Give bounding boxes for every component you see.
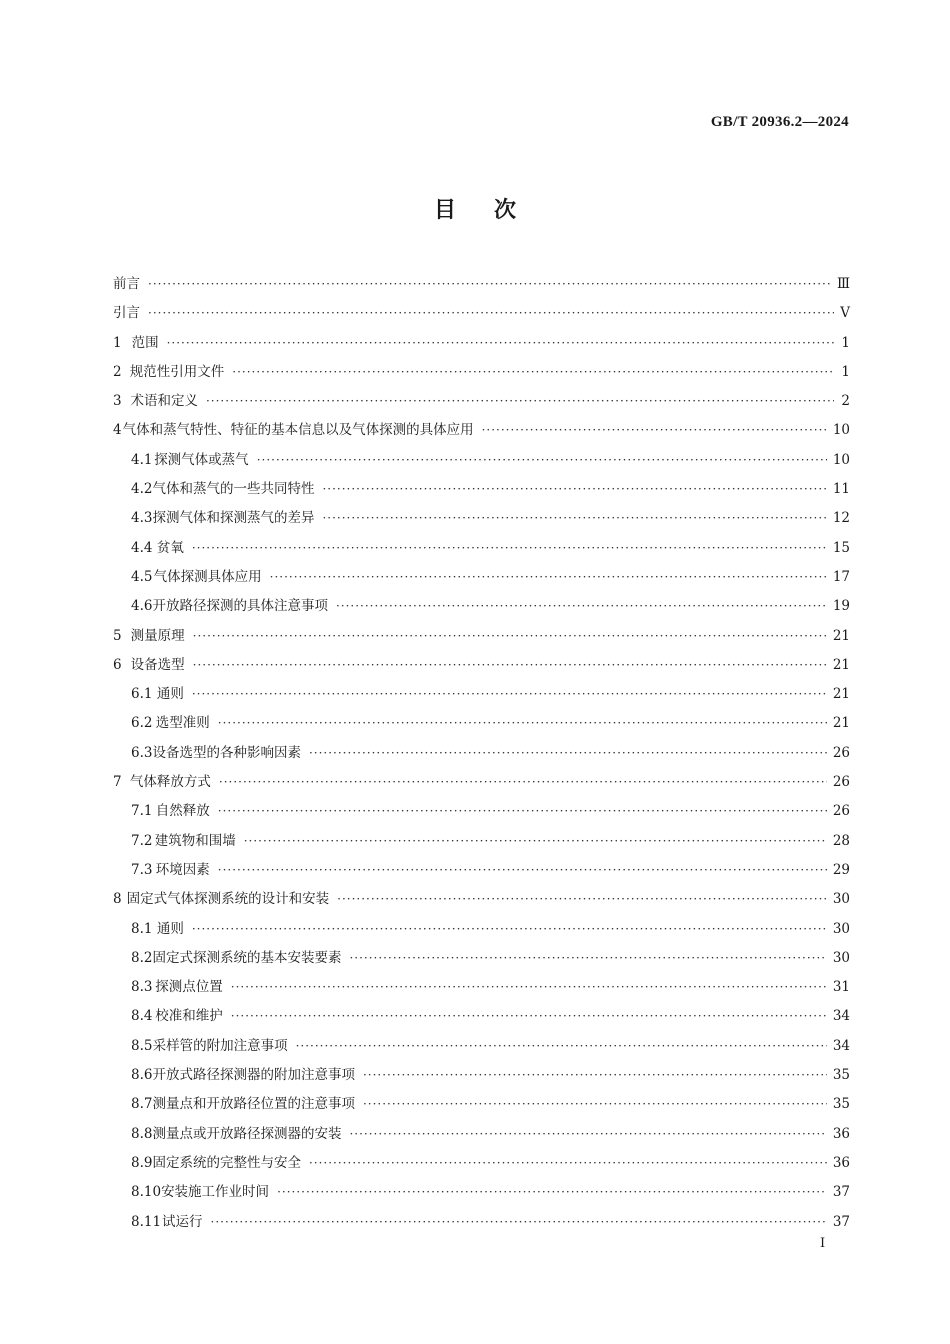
toc-entry-page: 26 (832, 803, 850, 820)
toc-leader-dots (482, 416, 827, 445)
toc-leader-dots (349, 944, 826, 973)
toc-entry-number: 8.10 (131, 1184, 162, 1201)
toc-entry-page: 19 (832, 598, 850, 615)
toc-entry[interactable] (113, 592, 850, 621)
toc-entry-number: 8.9 (131, 1154, 153, 1171)
toc-entry-page: 2 (841, 393, 850, 410)
toc-entry[interactable] (113, 1208, 850, 1237)
toc-entry-page: Ⅲ (836, 276, 850, 292)
toc-entry-page: 37 (832, 1184, 850, 1201)
toc-entry-page: 12 (832, 510, 850, 527)
toc-leader-dots (270, 563, 827, 592)
toc-entry-page: 28 (832, 832, 850, 849)
toc-entry-page: Ⅴ (840, 305, 850, 322)
toc-entry-number: 8.7 (131, 1096, 153, 1113)
toc-entry-number: 8.2 (131, 949, 153, 966)
toc-entry-label: 环境因素 (155, 861, 210, 878)
toc-entry-page: 35 (832, 1067, 850, 1084)
toc-entry-label: 贫氧 (156, 539, 184, 556)
toc-entry[interactable] (113, 1002, 850, 1031)
toc-leader-dots (257, 446, 827, 475)
toc-entry-label: 固定系统的完整性与安全 (152, 1154, 301, 1171)
toc-leader-dots (206, 387, 834, 416)
toc-entry-label: 探测气体或蒸气 (154, 451, 249, 468)
toc-leader-dots (192, 915, 827, 944)
toc-entry-number: 4.4 (131, 539, 153, 556)
toc-entry-label: 测量原理 (130, 627, 185, 644)
toc-entry-number: 5 (113, 627, 122, 644)
toc-entry-label: 范围 (131, 334, 159, 351)
toc-entry-number: 8 (113, 891, 122, 908)
toc-entry-number: 2 (113, 363, 122, 380)
toc-entry[interactable] (113, 739, 850, 768)
toc-entry-page: 10 (832, 451, 850, 468)
toc-entry-label: 选型准则 (155, 715, 210, 732)
toc-entry-page: 34 (832, 1037, 850, 1054)
toc-entry-page: 34 (832, 1008, 850, 1025)
toc-entry-label: 试运行 (162, 1213, 203, 1230)
toc-entry-number: 3 (113, 393, 122, 410)
toc-leader-dots (231, 973, 827, 1002)
page-title: 目次 (433, 198, 554, 223)
toc-entry-label: 前言 (113, 276, 140, 292)
toc-entry-label: 测量点或开放路径探测器的安装 (152, 1125, 342, 1142)
toc-entry-label: 测量点和开放路径位置的注意事项 (152, 1096, 355, 1113)
toc-entry-label: 安装施工作业时间 (161, 1184, 270, 1201)
toc-leader-dots (193, 651, 827, 680)
toc-leader-dots (363, 1061, 827, 1090)
toc-entry-label: 探测气体和探测蒸气的差异 (152, 510, 315, 527)
toc-entry-label: 开放路径探测的具体注意事项 (152, 598, 328, 615)
toc-entry-label: 开放式路径探测器的附加注意事项 (152, 1067, 355, 1084)
toc-entry-label: 气体和蒸气的一些共同特性 (152, 481, 315, 498)
toc-entry-number: 8.5 (131, 1037, 153, 1054)
toc-entry-number: 1 (113, 334, 122, 351)
toc-entry-number: 4.3 (131, 510, 153, 527)
toc-entry-label: 引言 (113, 305, 140, 322)
toc-leader-dots (218, 709, 827, 738)
toc-leader-dots (193, 622, 827, 651)
toc-leader-dots (309, 739, 827, 768)
toc-entry-label: 气体释放方式 (129, 774, 211, 791)
toc-entry-number: 7 (113, 774, 122, 791)
toc-entry-label: 设备选型 (130, 656, 185, 673)
toc-entry-number: 7.2 (131, 832, 153, 849)
toc-entry[interactable] (113, 768, 850, 797)
toc-entry-page: 31 (832, 979, 850, 996)
toc-entry-page: 21 (832, 715, 850, 732)
toc-leader-dots (192, 534, 827, 563)
toc-entry-number: 4 (113, 422, 122, 439)
toc-leader-dots (232, 358, 834, 387)
toc-leader-dots (349, 1120, 826, 1149)
toc-leader-dots (219, 768, 827, 797)
toc-entry-label: 设备选型的各种影响因素 (152, 744, 301, 761)
toc-entry-number: 6.1 (131, 686, 153, 703)
toc-leader-dots (322, 475, 826, 504)
toc-entry-number: 8.6 (131, 1067, 153, 1084)
toc-entry-label: 术语和定义 (130, 393, 198, 410)
toc-entry-number: 8.11 (131, 1213, 162, 1230)
toc-entry-label: 采样管的附加注意事项 (152, 1037, 288, 1054)
toc-leader-dots (296, 1032, 827, 1061)
toc-entry-page: 30 (832, 949, 850, 966)
toc-entry-page: 21 (832, 686, 850, 703)
toc-entry[interactable] (113, 534, 850, 563)
toc-leader-dots (277, 1178, 827, 1207)
toc-entry[interactable] (113, 709, 850, 738)
toc-entry[interactable] (113, 856, 850, 885)
toc-entry-number: 8.1 (131, 920, 153, 937)
toc-entry[interactable] (113, 1149, 850, 1178)
toc-entry-label: 固定式气体探测系统的设计和安装 (126, 891, 330, 908)
toc-leader-dots (336, 592, 827, 621)
toc-leader-dots (211, 1208, 827, 1237)
toc-entry[interactable] (113, 446, 850, 475)
toc-entry-number: 4.5 (131, 568, 153, 585)
toc-entry-number: 4.1 (131, 451, 153, 468)
toc-entry-page: 11 (832, 481, 850, 498)
toc-entry-label: 通则 (156, 686, 184, 703)
toc-entry-label: 建筑物和围墙 (154, 832, 236, 849)
toc-entry-page: 37 (832, 1213, 850, 1230)
toc-entry-number: 6.3 (131, 744, 153, 761)
toc-entry[interactable] (113, 270, 850, 299)
toc-leader-dots (192, 680, 827, 709)
toc-entry-label: 固定式探测系统的基本安装要素 (152, 949, 342, 966)
toc-entry-page: 1 (841, 363, 850, 380)
toc-leader-dots (148, 299, 834, 328)
toc-entry[interactable] (113, 329, 850, 358)
toc-entry-page: 36 (832, 1125, 850, 1142)
toc-entry[interactable] (113, 1032, 850, 1061)
toc-leader-dots (322, 504, 826, 533)
toc-entry-page: 15 (832, 539, 850, 556)
toc-leader-dots (363, 1090, 827, 1119)
toc-leader-dots (337, 885, 827, 914)
toc-entry-page: 17 (832, 568, 850, 585)
toc-leader-dots (231, 1002, 827, 1031)
toc-leader-dots (167, 329, 834, 358)
toc-entry[interactable] (113, 358, 850, 387)
toc-entry-page: 35 (832, 1096, 850, 1113)
toc-entry-number: 8.3 (131, 979, 153, 996)
toc-entry-page: 30 (832, 920, 850, 937)
toc-entry-number: 4.6 (131, 598, 153, 615)
toc-entry-page: 1 (841, 334, 850, 351)
toc-entry-page: 26 (832, 744, 850, 761)
table-of-contents (113, 270, 850, 1237)
toc-entry-page: 30 (832, 891, 850, 908)
toc-entry[interactable] (113, 1061, 850, 1090)
page-number: Ⅰ (820, 1236, 826, 1251)
toc-entry-number: 7.3 (131, 861, 153, 878)
toc-entry-page: 36 (832, 1154, 850, 1171)
toc-entry[interactable] (113, 915, 850, 944)
toc-entry[interactable] (113, 973, 850, 1002)
toc-entry[interactable] (113, 563, 850, 592)
toc-entry[interactable] (113, 827, 850, 856)
toc-entry-label: 规范性引用文件 (129, 363, 225, 380)
toc-entry[interactable] (113, 387, 850, 416)
toc-entry-page: 21 (832, 627, 850, 644)
toc-leader-dots (218, 856, 827, 885)
toc-entry[interactable] (113, 622, 850, 651)
toc-entry-label: 气体探测具体应用 (153, 568, 262, 585)
toc-entry-page: 21 (832, 656, 850, 673)
toc-entry-page: 29 (832, 861, 850, 878)
toc-entry-label: 通则 (156, 920, 184, 937)
standard-code: GB/T 20936.2—2024 (710, 114, 849, 130)
toc-entry[interactable] (113, 885, 850, 914)
toc-entry-page: 26 (832, 774, 850, 791)
toc-leader-dots (148, 270, 831, 299)
toc-entry[interactable] (113, 299, 850, 328)
toc-entry-number: 8.8 (131, 1125, 153, 1142)
toc-leader-dots (309, 1149, 827, 1178)
toc-entry-label: 校准和维护 (155, 1008, 223, 1025)
toc-entry[interactable] (113, 1120, 850, 1149)
toc-entry[interactable] (113, 1090, 850, 1119)
toc-leader-dots (244, 827, 827, 856)
toc-entry[interactable] (113, 475, 850, 504)
toc-entry-label: 探测点位置 (155, 979, 223, 996)
toc-entry-number: 6.2 (131, 715, 153, 732)
toc-entry[interactable] (113, 651, 850, 680)
toc-entry[interactable] (113, 944, 850, 973)
toc-entry-page: 10 (832, 422, 850, 439)
toc-entry[interactable] (113, 797, 850, 826)
toc-entry-number: 7.1 (131, 803, 153, 820)
toc-entry[interactable] (113, 416, 850, 445)
toc-entry-number: 6 (113, 656, 122, 673)
toc-entry-label: 自然释放 (155, 803, 210, 820)
toc-entry[interactable] (113, 1178, 850, 1207)
toc-entry-number: 8.4 (131, 1008, 153, 1025)
toc-entry[interactable] (113, 504, 850, 533)
toc-entry-label: 气体和蒸气特性、特征的基本信息以及气体探测的具体应用 (122, 422, 474, 439)
toc-entry[interactable] (113, 680, 850, 709)
toc-leader-dots (218, 797, 827, 826)
toc-entry-number: 4.2 (131, 481, 153, 498)
